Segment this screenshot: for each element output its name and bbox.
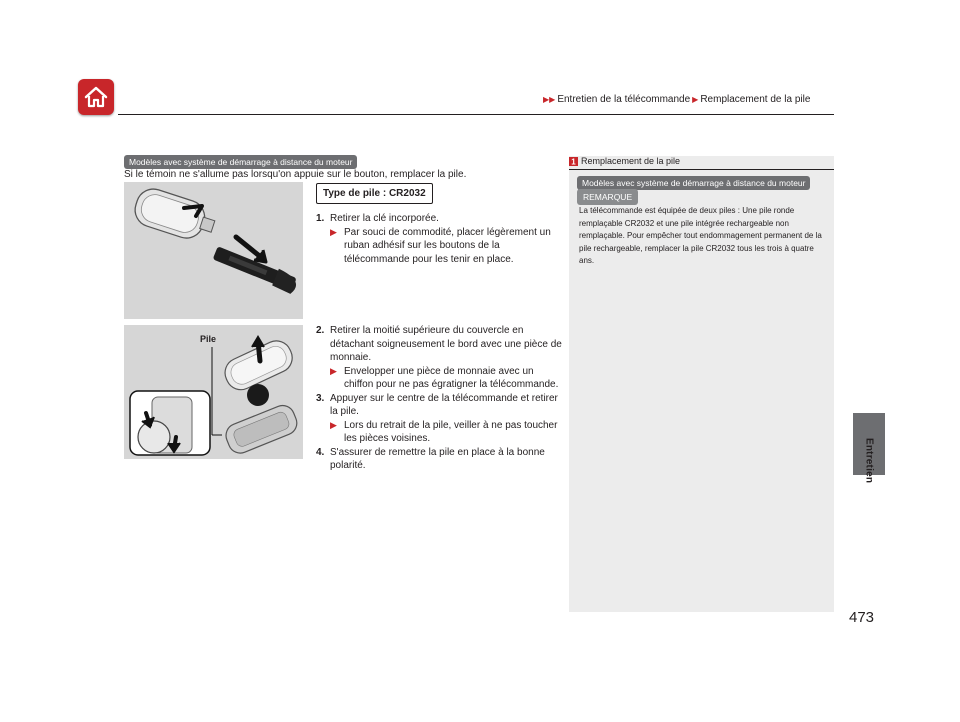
model-tag: Modèles avec système de démarrage à distance du moteur: [124, 155, 357, 169]
home-button[interactable]: [78, 79, 114, 115]
sidebar-panel: [569, 156, 834, 612]
step-number: 3.: [316, 392, 325, 404]
step-text: Appuyer sur le centre de la télécommande et retirer la pile.: [330, 392, 558, 417]
sub-arrow-icon: ▶: [330, 226, 337, 237]
steps-2-4: [316, 324, 562, 473]
step-subtext: Envelopper une pièce de monnaie avec un chiffon pour ne pas égratigner la télécommande.: [344, 365, 559, 390]
sidebar-divider: [569, 169, 834, 170]
breadcrumb-link-maintenance[interactable]: Entretien de la télécommande: [557, 94, 691, 105]
sidebar-model-tag: Modèles avec système de démarrage à distance du moteur: [577, 176, 810, 190]
step-text: S'assurer de remettre la pile en place à la bonne polarité.: [330, 446, 545, 471]
sub-arrow-icon: ▶: [330, 419, 337, 430]
step-text: Retirer la moitié supérieure du couvercle en détachant soigneusement le bord avec une pièce de monnaie.: [330, 325, 562, 363]
step-1: [316, 212, 562, 266]
chapter-tab-label: Entretien: [863, 438, 875, 484]
step-number: 2.: [316, 325, 325, 336]
step-subtext: Lors du retrait de la pile, veiller à ne pas toucher les pièces voisines.: [344, 419, 558, 444]
intro-text: Si le témoin ne s'allume pas lorsqu'on appuie sur le bouton, remplacer la pile.: [124, 169, 467, 180]
sidebar-title-text: Remplacement de la pile: [581, 156, 681, 166]
reference-icon: [569, 157, 578, 166]
svg-text:1: 1: [571, 157, 576, 166]
breadcrumb-arrow-icon: ▶▶: [543, 95, 556, 104]
chapter-tab-label-wrap: [853, 408, 885, 488]
step-text: Retirer la clé incorporée.: [330, 213, 439, 224]
home-icon: [83, 85, 109, 109]
step-number: 4.: [316, 446, 325, 458]
key-removal-image: [124, 182, 303, 319]
note-tag: REMARQUE: [577, 189, 638, 205]
sidebar-title: [569, 156, 680, 166]
sidebar-note-text: La télécommande est équipée de deux piles : Une pile ronde remplaçable CR2032 et une pile intégrée rechargeable non remplaçable. Pour empêcher tout endommagement permanent de la pile rechargeable, remplacer la pile CR2032 tous les trois à quatre ans.: [579, 206, 822, 265]
breadcrumb: [543, 94, 810, 105]
battery-callout-label: Pile: [200, 334, 217, 344]
step-number: 1.: [316, 213, 325, 224]
page-number: 473: [849, 609, 875, 626]
header-divider: [118, 114, 834, 115]
sub-arrow-icon: ▶: [330, 365, 337, 376]
breadcrumb-arrow-icon: ▶: [692, 95, 699, 104]
battery-type-box: Type de pile : CR2032: [316, 183, 433, 204]
battery-removal-image: [124, 325, 303, 459]
step-subtext: Par souci de commodité, placer légèrement un ruban adhésif sur les boutons de la télécommande pour les tenir en place.: [344, 226, 551, 265]
breadcrumb-link-battery[interactable]: Remplacement de la pile: [700, 94, 811, 105]
